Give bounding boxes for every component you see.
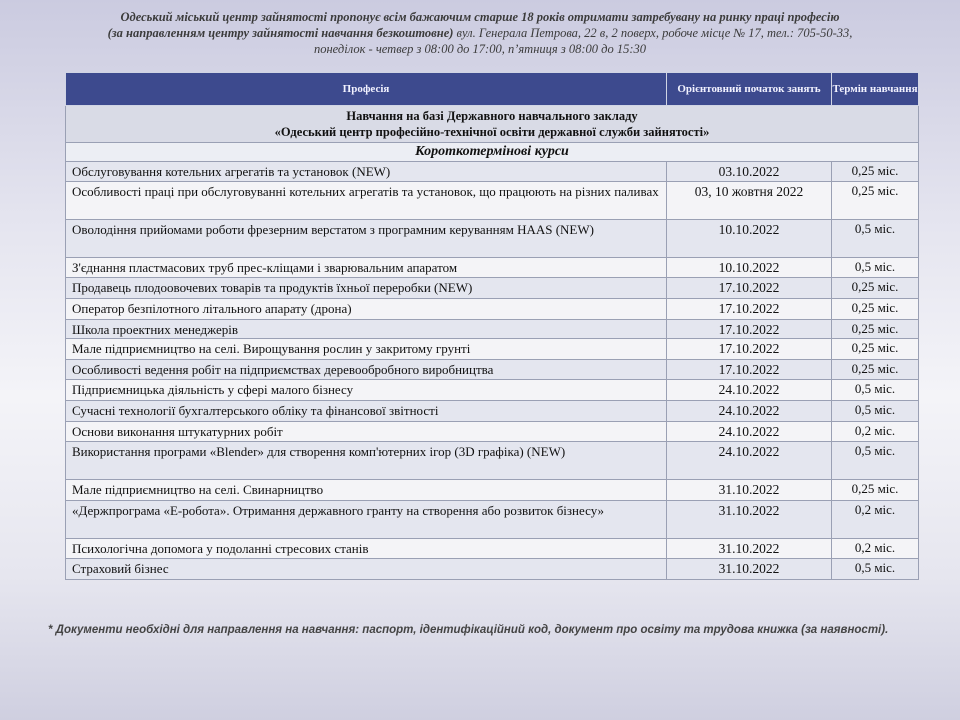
course-start-cell: 31.10.2022 (667, 480, 832, 501)
course-start-cell: 31.10.2022 (667, 559, 832, 580)
course-name-cell: Школа проектних менеджерів (66, 320, 667, 339)
table-row (66, 380, 919, 401)
header-line-2-bold: (за направленням центру зайнятості навчання безкоштовне) (107, 26, 454, 40)
subsection-row (66, 143, 919, 162)
table-row (66, 539, 919, 559)
course-term-cell: 0,2 міс. (832, 422, 919, 442)
table-row (66, 162, 919, 182)
section-title-line-1: Навчання на базі Державного навчального закладу (346, 109, 638, 123)
course-start-cell: 17.10.2022 (667, 320, 832, 339)
table-header-row (66, 73, 919, 106)
course-start-cell: 17.10.2022 (667, 278, 832, 299)
course-name-cell: Основи виконання штукатурних робіт (66, 422, 667, 442)
course-term-cell: 0,5 міс. (832, 220, 919, 258)
course-start-cell: 17.10.2022 (667, 339, 832, 360)
table-row (66, 401, 919, 422)
table-row (66, 559, 919, 580)
course-name-cell: Особливості праці при обслуговуванні котельних агрегатів та установок, що працюють на різних паливах (66, 182, 667, 220)
course-name-cell: «Держпрограма «Е-робота». Отримання державного гранту на створення або розвиток бізнесу» (66, 501, 667, 539)
table-row (66, 480, 919, 501)
course-name-cell: Підприємницька діяльність у сфері малого бізнесу (66, 380, 667, 401)
header-line-3: понеділок - четвер з 08:00 до 17:00, п’ятниця з 08:00 до 15:30 (313, 42, 646, 56)
course-start-cell: 17.10.2022 (667, 299, 832, 320)
course-name-cell: Страховий бізнес (66, 559, 667, 580)
course-name-cell: Оволодіння прийомами роботи фрезерним верстатом з програмним керуванням HAAS (NEW) (66, 220, 667, 258)
course-start-cell: 31.10.2022 (667, 501, 832, 539)
course-name-cell: Особливості ведення робіт на підприємствах деревообробного виробництва (66, 360, 667, 380)
course-term-cell: 0,5 міс. (832, 559, 919, 580)
course-name-cell: Сучасні технології бухгалтерського обліку та фінансової звітності (66, 401, 667, 422)
course-term-cell: 0,25 міс. (832, 320, 919, 339)
column-header-start: Орієнтовний початок занять (667, 73, 832, 106)
column-header-profession: Професія (66, 73, 667, 106)
course-name-cell: З'єднання пластмасових труб прес-кліщами і зварювальним апаратом (66, 258, 667, 278)
course-start-cell: 24.10.2022 (667, 401, 832, 422)
course-term-cell: 0,5 міс. (832, 401, 919, 422)
section-title-line-2: «Одеський центр професійно-технічної освіти державної служби зайнятості» (274, 125, 710, 139)
course-start-cell: 10.10.2022 (667, 258, 832, 278)
courses-table (65, 72, 919, 580)
course-name-cell: Мале підприємництво на селі. Вирощування рослин у закритому грунті (66, 339, 667, 360)
course-name-cell: Мале підприємництво на селі. Свинарництво (66, 480, 667, 501)
table-row (66, 360, 919, 380)
table-row (66, 501, 919, 539)
course-term-cell: 0,25 міс. (832, 480, 919, 501)
course-term-cell: 0,5 міс. (832, 258, 919, 278)
table-row (66, 182, 919, 220)
course-term-cell: 0,25 міс. (832, 182, 919, 220)
subsection-title: Короткотермінові курси (66, 143, 919, 162)
course-name-cell: Продавець плодоовочевих товарів та продуктів їхньої переробки (NEW) (66, 278, 667, 299)
course-start-cell: 24.10.2022 (667, 380, 832, 401)
course-term-cell: 0,25 міс. (832, 278, 919, 299)
table-row (66, 278, 919, 299)
table-row (66, 442, 919, 480)
course-term-cell: 0,5 міс. (832, 442, 919, 480)
footer-note: * Документи необхідні для направлення на навчання: паспорт, ідентифікаційний код, документ про освіту та трудова книжка (за наявності). (48, 624, 889, 636)
course-name-cell: Психологічна допомога у подоланні стресових станів (66, 539, 667, 559)
course-term-cell: 0,5 міс. (832, 380, 919, 401)
course-term-cell: 0,25 міс. (832, 162, 919, 182)
section-row (66, 106, 919, 143)
course-name-cell: Обслуговування котельних агрегатів та установок (NEW) (66, 162, 667, 182)
course-start-cell: 31.10.2022 (667, 539, 832, 559)
table-row (66, 299, 919, 320)
course-term-cell: 0,2 міс. (832, 539, 919, 559)
header-line-2 (40, 25, 920, 41)
table-row (66, 258, 919, 278)
course-name-cell: Оператор безпілотного літального апарату (дрона) (66, 299, 667, 320)
column-header-term: Термін навчання (832, 73, 919, 106)
course-term-cell: 0,25 міс. (832, 360, 919, 380)
section-title (66, 106, 919, 143)
course-term-cell: 0,25 міс. (832, 299, 919, 320)
table-row (66, 320, 919, 339)
table-row (66, 422, 919, 442)
table-row (66, 339, 919, 360)
header-line-1: Одеський міський центр зайнятості пропонує всім бажаючим старше 18 років отримати затребувану на ринку праці професію (120, 10, 840, 24)
header-line-2-address: вул. Генерала Петрова, 22 в, 2 поверх, робоче місце № 17, тел.: 705-50-33, (453, 26, 853, 40)
course-term-cell: 0,25 міс. (832, 339, 919, 360)
course-start-cell: 03, 10 жовтня 2022 (667, 182, 832, 220)
course-start-cell: 24.10.2022 (667, 422, 832, 442)
course-start-cell: 24.10.2022 (667, 442, 832, 480)
course-start-cell: 10.10.2022 (667, 220, 832, 258)
table-row (66, 220, 919, 258)
page-header (40, 9, 920, 57)
course-start-cell: 17.10.2022 (667, 360, 832, 380)
course-start-cell: 03.10.2022 (667, 162, 832, 182)
course-term-cell: 0,2 міс. (832, 501, 919, 539)
course-name-cell: Використання програми «Blender» для створення комп'ютерних ігор (3D графіка) (NEW) (66, 442, 667, 480)
